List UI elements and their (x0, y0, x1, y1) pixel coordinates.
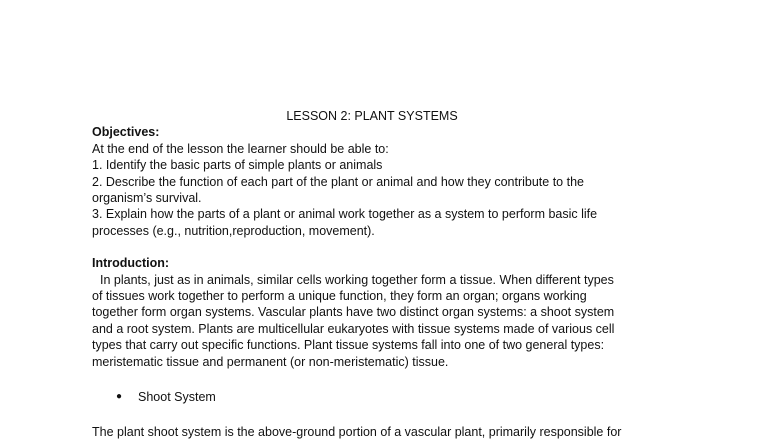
introduction-line: types that carry out specific functions. Plant tissue systems fall into one of two general types: (92, 338, 605, 353)
objective-item: processes (e.g., nutrition,reproduction, movement). (92, 223, 375, 238)
bullet-label: Shoot System (138, 389, 216, 404)
objective-item: 1. Identify the basic parts of simple plants or animals (92, 158, 383, 173)
document-content (92, 108, 702, 441)
objectives-intro: At the end of the lesson the learner should be able to: (92, 141, 389, 156)
introduction-heading: Introduction: (92, 256, 170, 271)
spacer (92, 370, 702, 388)
spacer (92, 239, 702, 255)
lesson-title: LESSON 2: PLANT SYSTEMS (286, 109, 458, 123)
objective-item: organism’s survival. (92, 191, 202, 206)
introduction-line: meristematic tissue and permanent (or non-meristematic) tissue. (92, 354, 449, 369)
bullet-list-item (92, 388, 702, 406)
bullet-icon: ● (116, 390, 123, 402)
introduction-line: together form organ systems. Vascular plants have two distinct organ systems: a shoot system (92, 305, 615, 320)
objective-item: 2. Describe the function of each part of the plant or animal and how they contribute to the (92, 174, 584, 189)
objective-item: 3. Explain how the parts of a plant or animal work together as a system to perform basic life (92, 207, 598, 222)
introduction-line: In plants, just as in animals, similar cells working together form a tissue. When different types (100, 272, 614, 287)
introduction-line: and a root system. Plants are multicellular eukaryotes with tissue systems made of various cell (92, 321, 615, 336)
spacer (92, 406, 702, 424)
objectives-heading: Objectives: (92, 125, 160, 140)
introduction-line: of tissues work together to perform a unique function, they form an organ; organs working (92, 289, 587, 304)
paragraph-line: The plant shoot system is the above-ground portion of a vascular plant, primarily responsible for (92, 425, 622, 440)
